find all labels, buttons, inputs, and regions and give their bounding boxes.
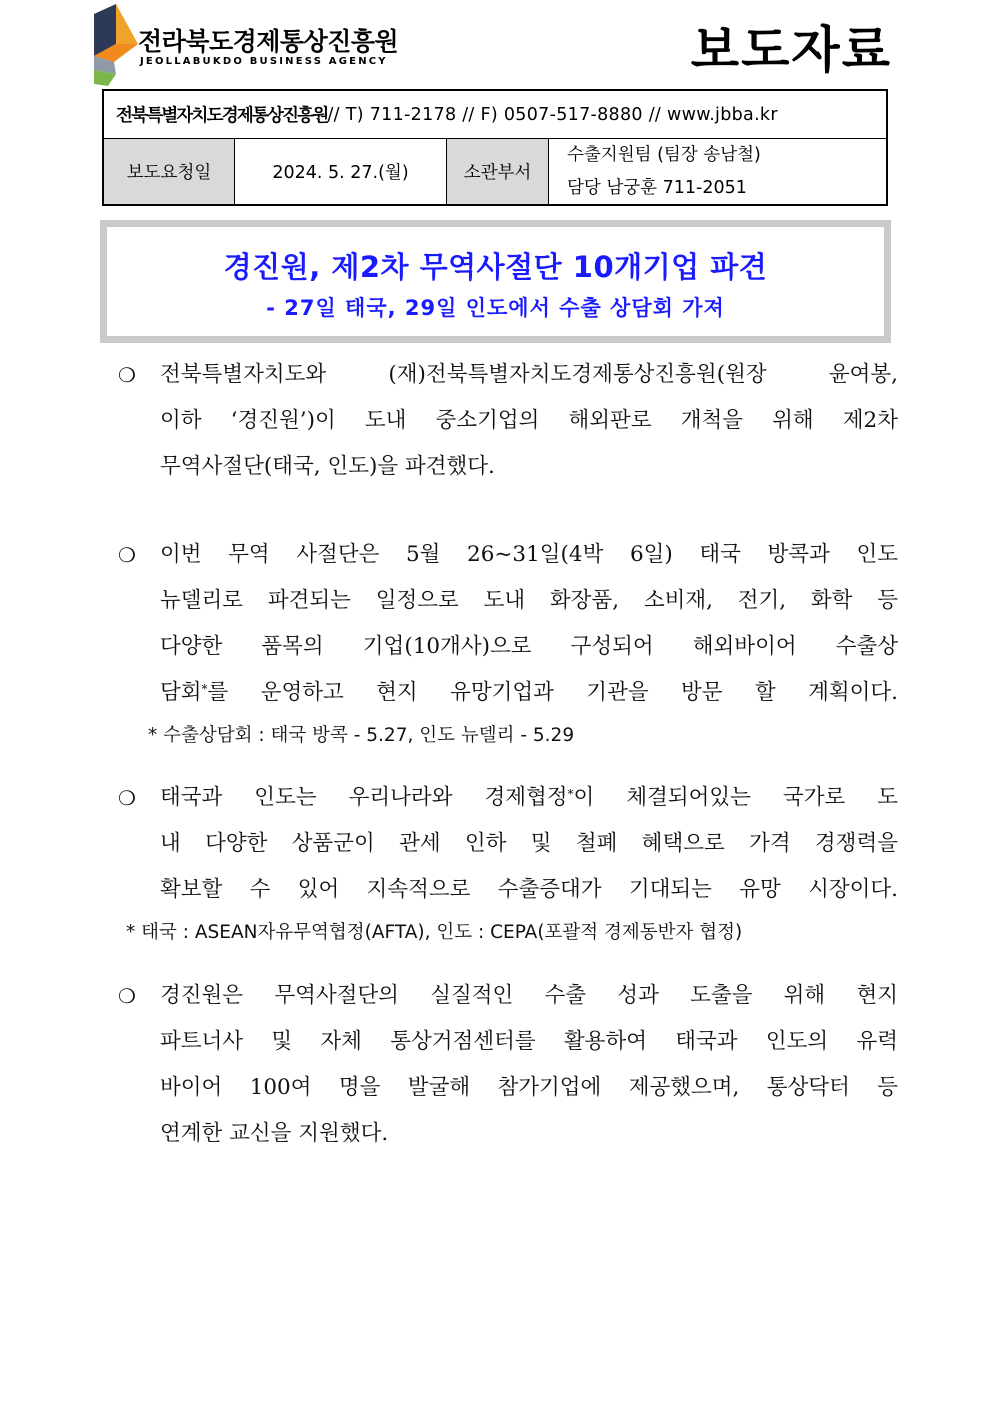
footnote-marker: * [567,787,574,801]
footnote-trade-agreements: * 태국 : ASEAN자유무역협정(AFTA), 인도 : CEPA(포괄적 경제동반자 협정) [126,922,743,943]
bullet-circle-icon: ❍ [118,363,136,387]
contact-line [104,91,886,139]
paragraph-line: 연계한 교신을 지원했다. [160,1121,389,1146]
line-text: 이 체결되어있는 국가로 도 [573,785,899,810]
footnote-export-meetings: * 수출상담회 : 태국 방콕 - 5.27, 인도 뉴델리 - 5.29 [148,725,575,746]
agency-name: 전라북도경제통상진흥원 [138,27,399,56]
paragraph-line: 전북특별자치도와 (재)전북특별자치도경제통상진흥원(원장 윤여봉, [160,362,898,387]
paragraph-line: 무역사절단(태국, 인도)을 파견했다. [160,454,495,479]
agency-logo [94,4,399,86]
bullet-circle-icon: ❍ [118,786,136,810]
paragraph-line [160,670,898,716]
paragraph-line: 내 다양한 상품군이 관세 인하 및 철폐 혜택으로 가격 경쟁력을 [160,831,898,856]
department-value [549,139,886,204]
paragraph-line: 이번 무역 사절단은 5월 26~31일(4박 6일) 태국 방콕과 인도 [160,542,898,567]
paragraph-line: 이하 ‘경진원’)이 도내 중소기업의 해외판로 개척을 위해 제2차 [160,408,898,433]
paragraph-2 [118,532,898,717]
footnote-marker: * [201,682,208,696]
paragraph-line: 경진원은 무역사절단의 실질적인 수출 성과 도출을 위해 현지 [160,983,898,1008]
contact-person: 담당 남궁훈 711-2051 [567,177,747,198]
line-text: 를 운영하고 현지 유망기업과 기관을 방문 할 계획이다. [207,680,898,705]
logo-emblem-icon [94,4,142,86]
paragraph-line: 뉴델리로 파견되는 일정으로 도내 화장품, 소비재, 전기, 화학 등 [160,588,898,613]
department-label: 소관부서 [447,139,549,204]
paragraph-line: 다양한 품목의 기업(10개사)으로 구성되어 해외바이어 수출상 [160,634,898,659]
headline-box [100,220,891,343]
headline-title: 경진원, 제2차 무역사절단 10개기업 파견 [223,250,768,284]
paragraph-4 [118,973,898,1158]
request-date-value: 2024. 5. 27.(월) [235,139,447,204]
bullet-circle-icon: ❍ [118,984,136,1008]
request-date-label: 보도요청일 [104,139,235,204]
paragraph-line: 파트너사 및 자체 통상거점센터를 활용하여 태국과 인도의 유력 [160,1029,898,1054]
department-team: 수출지원팀 (팀장 송남철) [567,144,761,165]
contact-org-name: 전북특별자치도경제통상진흥원 [116,106,328,126]
paragraph-line [160,775,898,821]
bullet-circle-icon: ❍ [118,543,136,567]
headline-subtitle: - 27일 태국, 29일 인도에서 수출 상담회 가져 [266,296,725,320]
paragraph-line: 바이어 100여 명을 발굴해 참가기업에 제공했으며, 통상닥터 등 [160,1075,898,1100]
document-type-title: 보도자료 [690,21,892,79]
paragraph-line: 확보할 수 있어 지속적으로 수출증대가 기대되는 유망 시장이다. [160,877,898,902]
line-text: 태국과 인도는 우리나라와 경제협정 [160,785,568,810]
paragraph-1 [118,352,898,492]
agency-name-english: JEOLLABUKDO BUSINESS AGENCY [140,56,388,67]
line-text: 담회 [160,680,202,705]
paragraph-3 [118,775,898,915]
contact-phone-fax-web: // T) 711-2178 // F) 0507-517-8880 // www.jbba.kr [327,104,778,125]
contact-info-table [102,89,888,206]
